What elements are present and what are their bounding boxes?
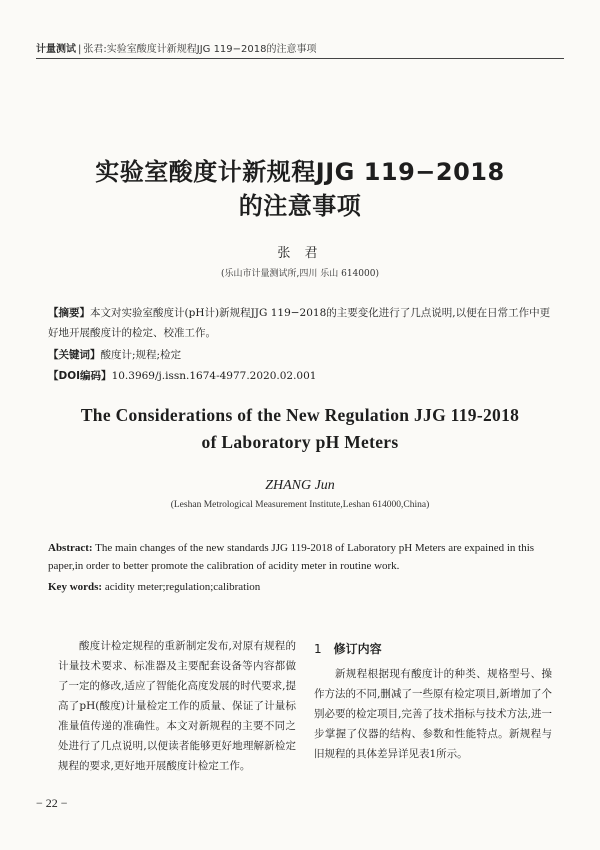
running-head [36,40,317,55]
keywords-en [48,578,568,596]
author-cn: 张 君 [277,246,323,261]
keywords-en-text: acidity meter;regulation;calibration [104,581,261,593]
abstract-cn [48,303,558,343]
running-head-text: 张君:实验室酸度计新规程JJG 119−2018的注意事项 [83,44,317,55]
keywords-cn-label: 【关键词】 [48,349,101,361]
author-en: ZHANG Jun [265,478,335,493]
keywords-cn-text: 酸度计;规程;检定 [100,349,182,361]
abstract-cn-text: 本文对实验室酸度计(pH计)新规程JJG 119−2018的主要变化进行了几点说明,以便在日常工作中更好地开展酸度计的检定、校准工作。 [48,307,551,339]
title-en-line1: The Considerations of the New Regulation JJG 119-2018 [80,405,520,425]
abstract-cn-label: 【摘要】 [48,307,90,319]
abstract-en-text: The main changes of the new standards JJG 119-2018 of Laboratory pH Meters are expained in this paper,in order to better promote the calibration of acidity meter in routine work. [48,542,535,572]
body-left-paragraph: 酸度计检定规程的重新制定发布,对原有规程的计量技术要求、标准器及主要配套设备等内容都做了一定的修改,适应了智能化高度发展的时代要求,提高了pH(酸度)计量检定工作的质量、保证了计量标准量值传递的准确性。本文对新规程的主要不同之处进行了几点说明,以便读者能够更好地理解新检定规程的要求,更好地开展酸度计检定工作。 [58,640,296,772]
title-cn-line1: 实验室酸度计新规程JJG 119−2018 [95,158,505,186]
running-head-separator: | [78,44,82,55]
doi-label: 【DOI编码】 [48,370,112,382]
section1-number: 1 [314,642,322,656]
abstract-en-label: Abstract: [48,542,93,554]
section1-paragraph: 新规程根据现有酸度计的种类、规格型号、操作方法的不同,删减了一些原有检定项目,新增加了个别必要的检定项目,完善了技术指标与技术方法,进一步掌握了仪器的结构、参数和性能特点。新规程与旧规程的具体差异详见表1所示。 [314,668,552,760]
abstract-en [48,539,568,575]
title-cn-line2: 的注意事项 [238,192,362,220]
doi-text: 10.3969/j.issn.1674-4977.2020.02.001 [111,370,317,382]
doi [48,366,558,386]
affiliation-cn: (乐山市计量测试所,四川 乐山 614000) [221,269,379,279]
section1-title: 修订内容 [333,642,382,656]
keywords-en-label: Key words: [48,581,103,593]
header-rule [36,58,564,59]
affiliation-en: (Leshan Metrological Measurement Institute,Leshan 614000,China) [170,500,430,510]
section1-heading [314,640,382,657]
page-number: − 22 − [36,796,68,810]
title-en-line2: of Laboratory pH Meters [201,432,399,452]
running-head-section: 计量测试 [36,44,76,55]
keywords-cn [48,345,558,365]
